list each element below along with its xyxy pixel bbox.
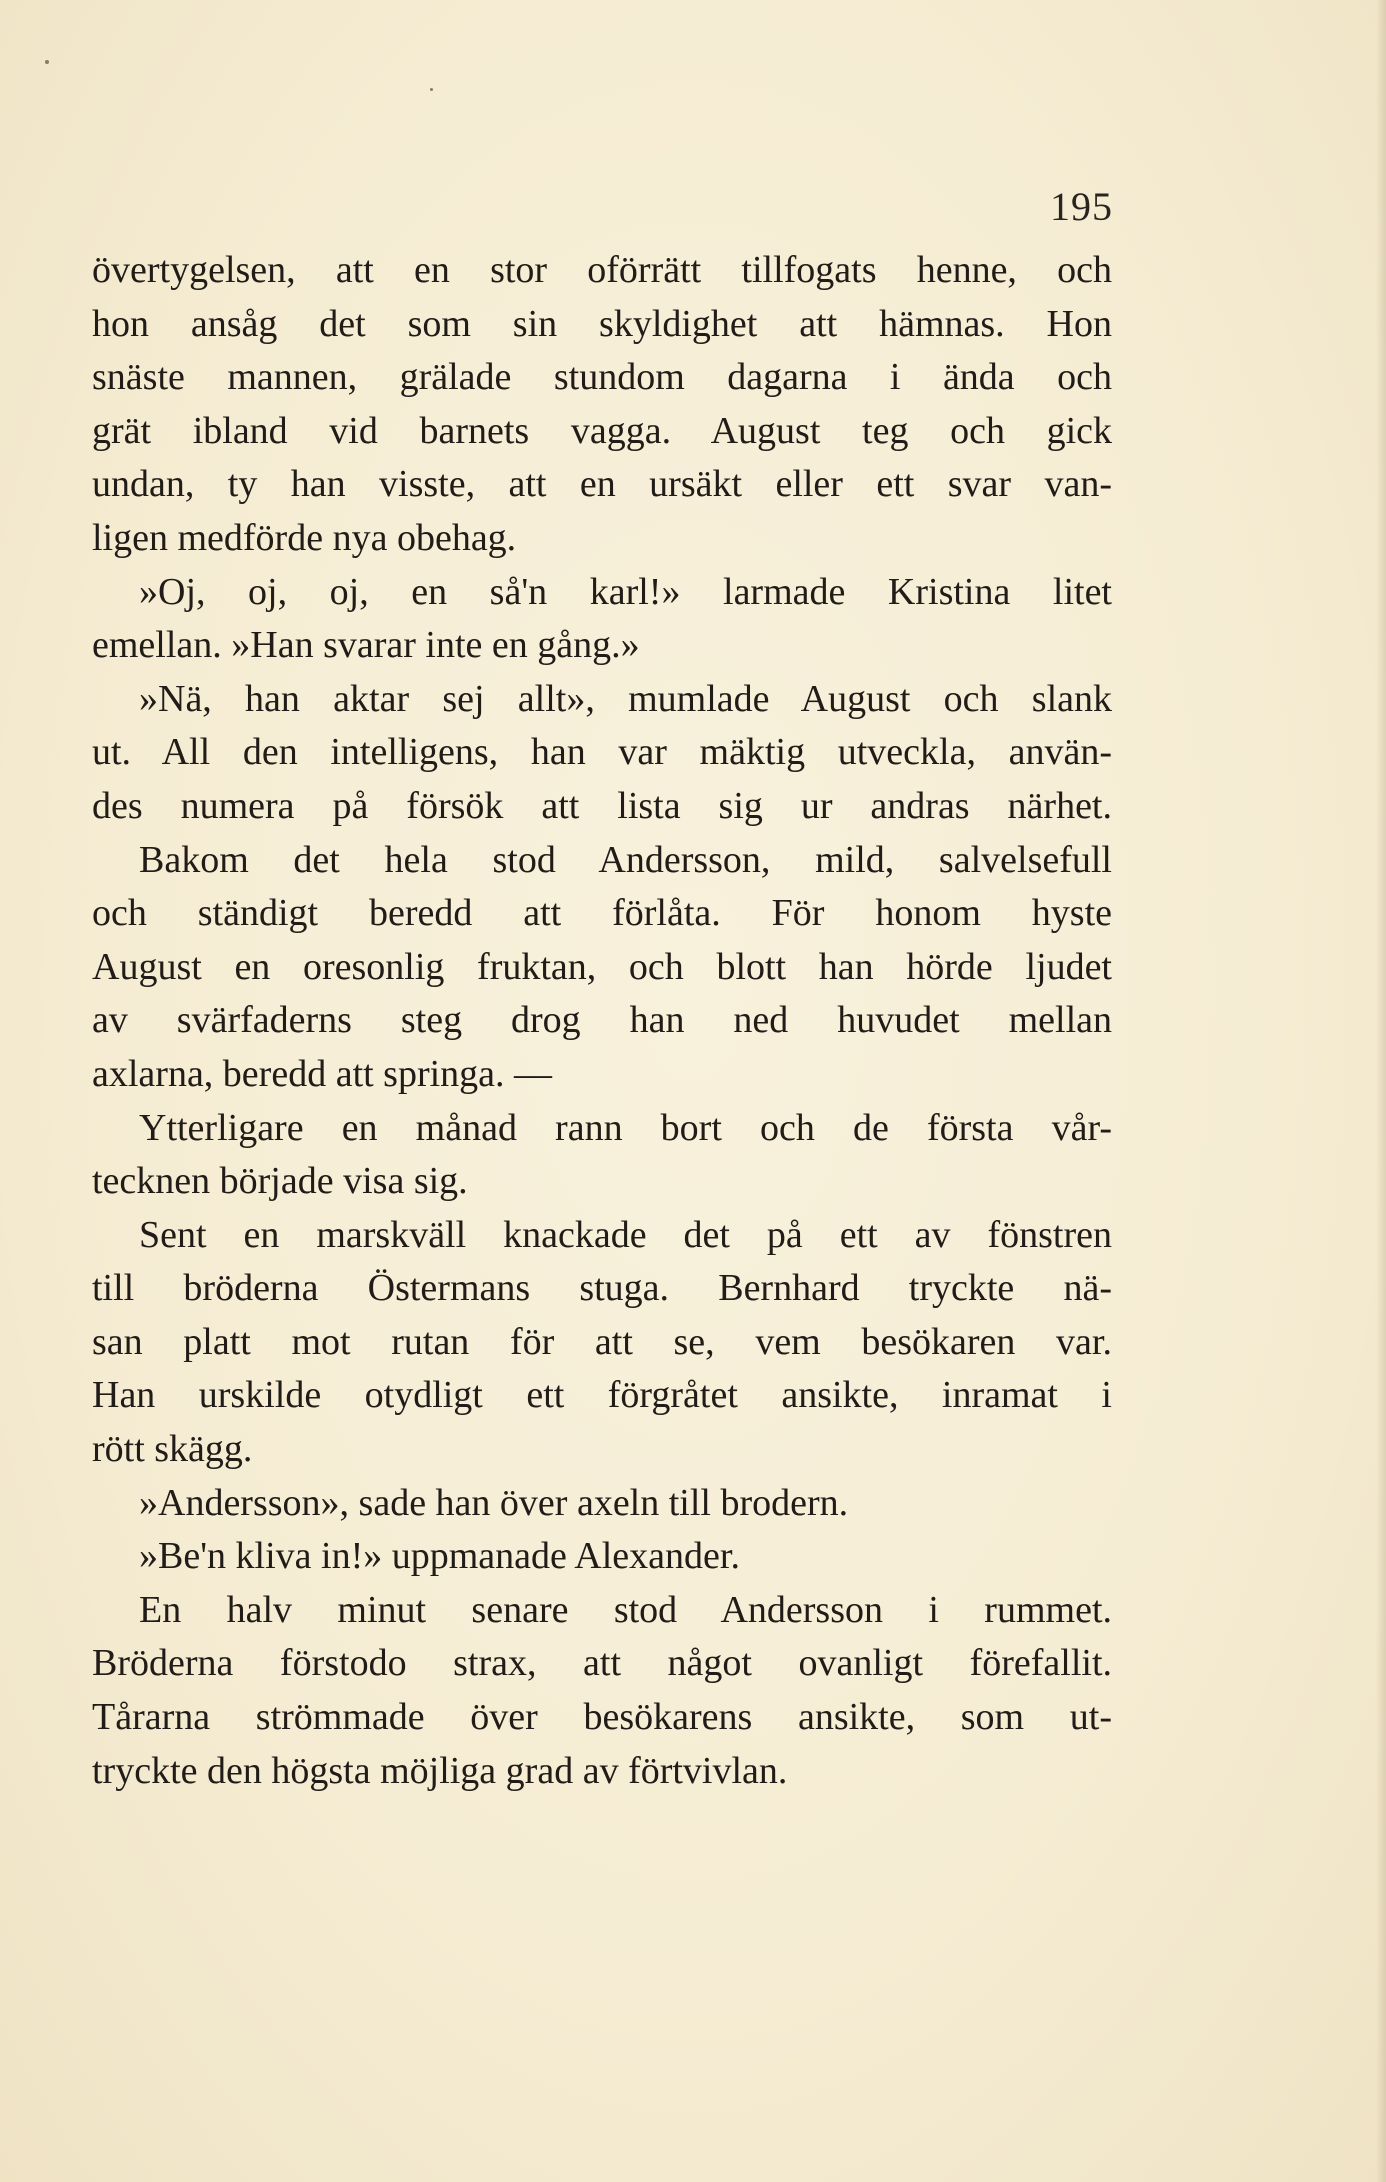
text-line: emellan. »Han svarar inte en gång.» bbox=[92, 624, 640, 667]
body-text bbox=[92, 244, 1112, 1798]
text-line: August en oresonlig fruktan, och blott han hörde ljudet bbox=[92, 945, 1112, 988]
text-line: av svärfaderns steg drog han ned huvudet mellan bbox=[92, 999, 1112, 1042]
text-line: övertygelsen, att en stor oförrätt tillfogats henne, och bbox=[92, 249, 1112, 291]
text-line: tecknen började visa sig. bbox=[92, 1160, 468, 1203]
text-line: san platt mot rutan för att se, vem besökaren var. bbox=[92, 1320, 1112, 1363]
text-line: grät ibland vid barnets vagga. August teg och gick bbox=[92, 409, 1112, 452]
text-line: axlarna, beredd att springa. — bbox=[92, 1052, 553, 1095]
text-line: rött skägg. bbox=[92, 1428, 253, 1471]
text-line: Tårarna strömmade över besökarens ansikte, som ut- bbox=[92, 1696, 1112, 1739]
text-line: »Nä, han aktar sej allt», mumlade August och slank bbox=[139, 677, 1112, 720]
text-line: »Andersson», sade han över axeln till brodern. bbox=[139, 1481, 849, 1524]
text-line: Bröderna förstodo strax, att något ovanligt förefallit. bbox=[92, 1642, 1112, 1685]
text-line: hon ansåg det som sin skyldighet att hämnas. Hon bbox=[92, 302, 1112, 345]
text-line: Han urskilde otydligt ett förgråtet ansikte, inramat i bbox=[92, 1374, 1112, 1417]
page-edge-shadow bbox=[1376, 0, 1386, 2182]
text-line: Bakom det hela stod Andersson, mild, salvelsefull bbox=[139, 838, 1112, 881]
text-line: Ytterligare en månad rann bort och de första vår- bbox=[139, 1106, 1112, 1149]
text-line: till bröderna Östermans stuga. Bernhard tryckte nä- bbox=[92, 1267, 1112, 1310]
paper-speck bbox=[45, 60, 49, 64]
text-line: En halv minut senare stod Andersson i rummet. bbox=[139, 1588, 1112, 1631]
text-line: och ständigt beredd att förlåta. För honom hyste bbox=[92, 892, 1112, 935]
text-line: des numera på försök att lista sig ur andras närhet. bbox=[92, 784, 1112, 827]
text-line: tryckte den högsta möjliga grad av förtvivlan. bbox=[92, 1749, 788, 1792]
page-number: 195 bbox=[1050, 184, 1113, 229]
text-line: »Be'n kliva in!» uppmanade Alexander. bbox=[139, 1535, 740, 1578]
text-line: »Oj, oj, oj, en så'n karl!» larmade Kristina litet bbox=[139, 570, 1112, 613]
text-line: snäste mannen, grälade stundom dagarna i ända och bbox=[92, 356, 1112, 399]
text-line: undan, ty han visste, att en ursäkt eller ett svar van- bbox=[92, 463, 1112, 506]
text-line: ut. All den intelligens, han var mäktig utveckla, använ- bbox=[92, 731, 1112, 774]
text-line: ligen medförde nya obehag. bbox=[92, 516, 517, 559]
text-line: Sent en marskväll knackade det på ett av fönstren bbox=[139, 1213, 1112, 1256]
paper-speck bbox=[430, 88, 433, 91]
